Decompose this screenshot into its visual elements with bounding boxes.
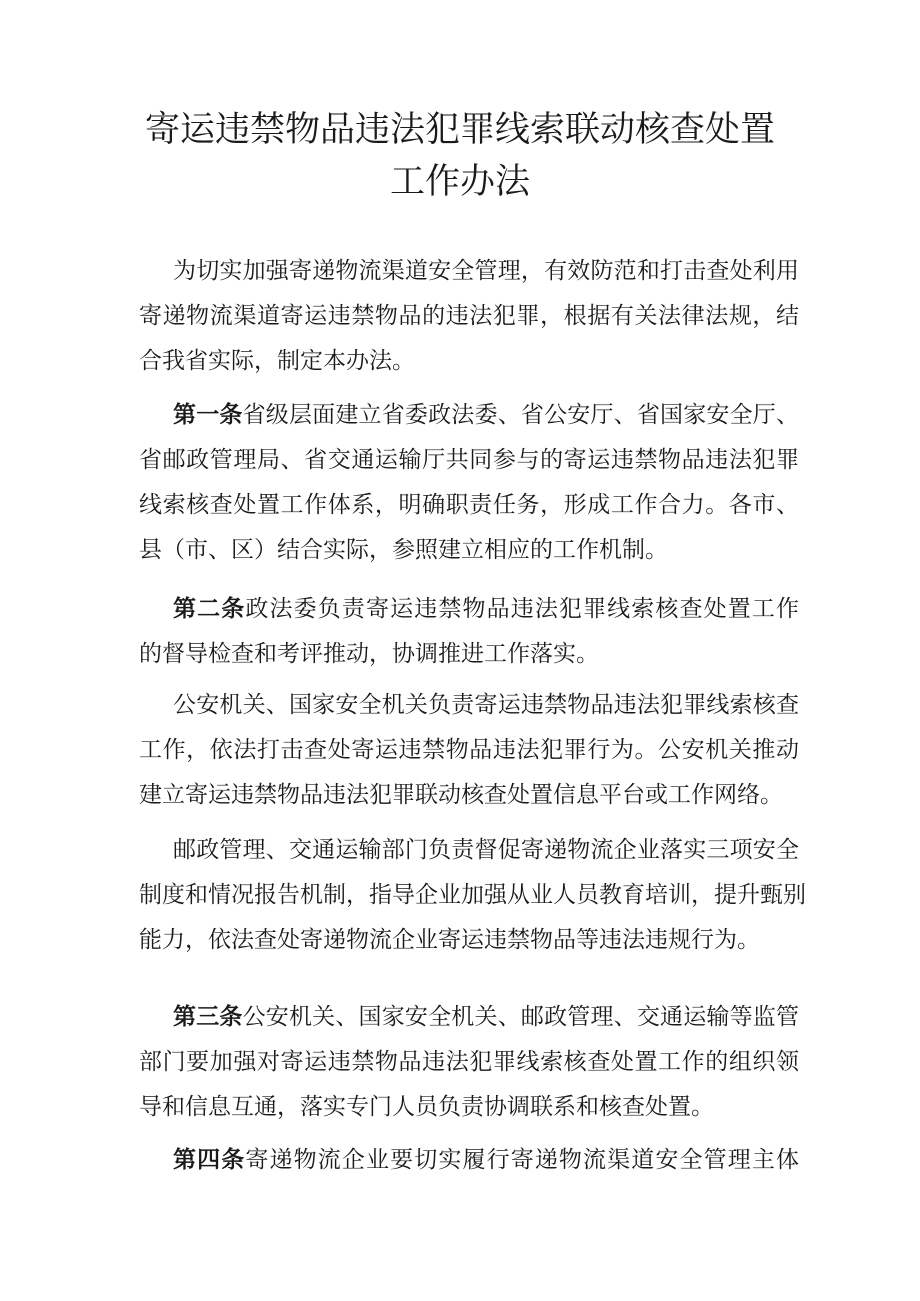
article-2-paragraph bbox=[139, 587, 799, 677]
article-4-paragraph bbox=[139, 1138, 799, 1183]
paragraph-line bbox=[139, 393, 799, 438]
paragraph-line: 建立寄运违禁物品违法犯罪联动核查处置信息平台或工作网络。 bbox=[139, 782, 783, 808]
paragraph-line: 能力，依法查处寄递物流企业寄运违禁物品等违法违规行为。 bbox=[139, 927, 760, 953]
paragraph-line: 省邮政管理局、省交通运输厅共同参与的寄运违禁物品违法犯罪 bbox=[139, 447, 799, 473]
public-security-duties-paragraph bbox=[139, 683, 799, 818]
paragraph-line: 邮政管理、交通运输部门负责督促寄递物流企业落实三项安全 bbox=[173, 837, 799, 863]
paragraph-line bbox=[139, 1138, 799, 1183]
paragraph-line: 的督导检查和考评推动，协调推进工作落实。 bbox=[139, 641, 599, 667]
paragraph-line bbox=[139, 587, 799, 632]
article-number: 第一条 bbox=[173, 402, 243, 428]
paragraph-line: 为切实加强寄递物流渠道安全管理，有效防范和打击查处利用 bbox=[173, 258, 799, 284]
paragraph-line bbox=[139, 995, 799, 1040]
document-title-line-1: 寄运违禁物品违法犯罪线索联动核查处置 bbox=[144, 110, 775, 150]
preamble-paragraph bbox=[139, 249, 799, 384]
article-3-paragraph bbox=[139, 995, 799, 1130]
paragraph-line: 部门要加强对寄运违禁物品违法犯罪线索核查处置工作的组织领 bbox=[139, 1049, 799, 1075]
paragraph-line: 导和信息互通，落实专门人员负责协调联系和核查处置。 bbox=[139, 1094, 714, 1120]
postal-duties-paragraph bbox=[139, 828, 806, 963]
paragraph-line: 寄递物流渠道寄运违禁物品的违法犯罪，根据有关法律法规，结 bbox=[139, 303, 799, 329]
article-number: 第二条 bbox=[173, 596, 246, 622]
paragraph-line-text: 寄递物流企业要切实履行寄递物流渠道安全管理主体 bbox=[245, 1147, 800, 1173]
paragraph-line-text: 公安机关、国家安全机关、邮政管理、交通运输等监管 bbox=[242, 1004, 800, 1030]
paragraph-line: 合我省实际，制定本办法。 bbox=[139, 348, 415, 374]
document-title-line-2: 工作办法 bbox=[389, 162, 530, 202]
paragraph-line: 县（市、区）结合实际，参照建立相应的工作机制。 bbox=[139, 537, 668, 563]
paragraph-line: 工作，依法打击查处寄运违禁物品违法犯罪行为。公安机关推动 bbox=[139, 737, 799, 763]
article-1-paragraph bbox=[139, 393, 799, 573]
paragraph-line: 公安机关、国家安全机关负责寄运违禁物品违法犯罪线索核查 bbox=[173, 692, 799, 718]
paragraph-line-text: 政法委负责寄运违禁物品违法犯罪线索核查处置工作 bbox=[245, 596, 800, 622]
article-number: 第三条 bbox=[173, 1004, 243, 1030]
paragraph-line: 线索核查处置工作体系，明确职责任务，形成工作合力。各市、 bbox=[139, 492, 799, 518]
paragraph-line-text: 省级层面建立省委政法委、省公安厅、省国家安全厅、 bbox=[242, 402, 800, 428]
article-number: 第四条 bbox=[173, 1147, 246, 1173]
paragraph-line: 制度和情况报告机制，指导企业加强从业人员教育培训，提升甄别 bbox=[139, 882, 806, 908]
